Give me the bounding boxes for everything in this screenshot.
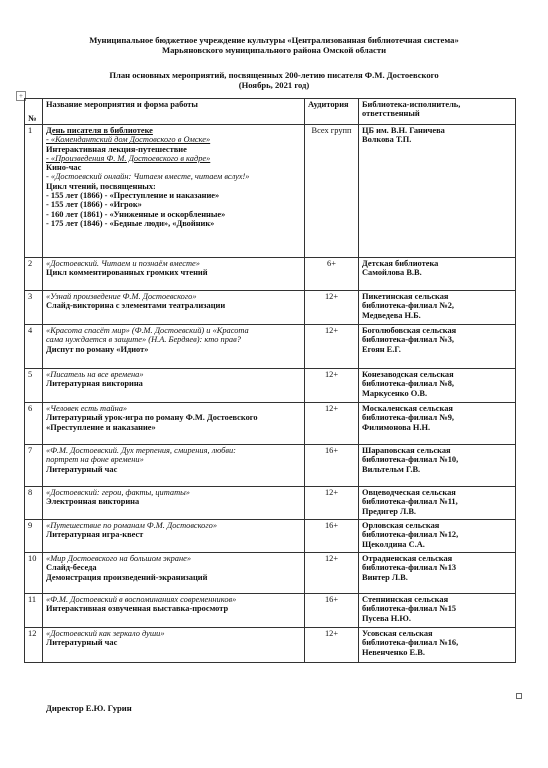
library-name: Шараповская сельская <box>362 446 451 455</box>
library-name: библиотека-филиал №2, <box>362 301 454 311</box>
event-format: - 175 лет (1846) - «Бедные люди», «Двойник» <box>46 218 215 228</box>
event-format: День писателя в библиотеке <box>46 126 153 135</box>
library-cell <box>359 125 516 258</box>
event-title: «Ф.М. Достоевский. Дух терпения, смирения, любви: <box>46 446 236 455</box>
event-format: Диспут по роману «Идиот» <box>46 344 149 354</box>
library-name: библиотека-филиал №11, <box>362 497 458 507</box>
event-title: «Узнай произведение Ф.М. Достоевского» <box>46 292 197 301</box>
library-name: библиотека-филиал №8, <box>362 379 454 389</box>
event-format: Слайд-беседа <box>46 563 97 573</box>
audience-cell: 16+ <box>305 445 359 487</box>
row-number: 12 <box>25 628 43 663</box>
library-name: библиотека-филиал №13 <box>362 563 457 573</box>
audience-cell: 16+ <box>305 520 359 553</box>
event-title: «Человек есть тайна» <box>46 404 128 413</box>
event-format: - 160 лет (1861) - «Униженные и оскорбленные» <box>46 209 226 219</box>
event-title: «Путешествие по романам Ф.М. Достовского» <box>46 521 218 530</box>
library-name: Орловская сельская <box>362 521 440 530</box>
event-title: «Мир Достоевского на большом экране» <box>46 554 192 563</box>
event-format: - 155 лет (1866) - «Преступление и наказание» <box>46 191 220 201</box>
row-number: 4 <box>25 325 43 369</box>
event-format: Электронная викторина <box>46 497 140 507</box>
row-number: 10 <box>25 553 43 594</box>
header-number: № <box>25 99 43 125</box>
event-title: сама нуждается в защите» (Н.А. Бердяев): кто прав? <box>46 335 241 345</box>
library-cell <box>359 445 516 487</box>
audience-cell: 12+ <box>305 628 359 663</box>
row-number: 1 <box>25 125 43 258</box>
audience-cell: 12+ <box>305 487 359 520</box>
audience-cell: 6+ <box>305 258 359 291</box>
event-format: Цикл комментированных громких чтений <box>46 268 208 278</box>
event-format: Кино-час <box>46 163 82 173</box>
library-name: Отрадненская сельская <box>362 554 453 563</box>
audience-cell: 12+ <box>305 369 359 403</box>
audience-cell: 12+ <box>305 291 359 325</box>
plan-title: План основных мероприятий, посвященных 200-летию писателя Ф.М. Достоевского <box>109 70 439 80</box>
event-title: портрет на фоне времени» <box>46 455 144 465</box>
table-row <box>25 403 516 445</box>
responsible-person: Егоян Е.Г. <box>362 344 401 354</box>
responsible-person: Медведева Н.Б. <box>362 310 421 320</box>
row-number: 11 <box>25 594 43 628</box>
responsible-person: Щеколдина С.А. <box>362 539 425 549</box>
responsible-person: Волкова Т.П. <box>362 135 412 145</box>
responsible-person: Винтер Л.В. <box>362 572 408 582</box>
event-cell <box>43 291 305 325</box>
audience-cell: 12+ <box>305 403 359 445</box>
library-name: библиотека-филиал №3, <box>362 335 454 345</box>
event-format: - 155 лет (1866) - «Игрок» <box>46 200 142 210</box>
library-name: Боголюбовская сельская <box>362 326 457 335</box>
responsible-person: Самойлова В.В. <box>362 268 422 278</box>
library-name: Пикетинская сельская <box>362 292 449 301</box>
library-cell <box>359 628 516 663</box>
library-name: библиотека-филиал №15 <box>362 604 457 614</box>
library-cell <box>359 403 516 445</box>
event-cell <box>43 553 305 594</box>
row-number: 5 <box>25 369 43 403</box>
library-cell <box>359 258 516 291</box>
event-format: Литературный час <box>46 464 118 474</box>
event-cell <box>43 258 305 291</box>
library-name: Конезаводская сельская <box>362 370 454 379</box>
row-number: 8 <box>25 487 43 520</box>
table-row <box>25 487 516 520</box>
library-name: Детская библиотека <box>362 259 439 268</box>
table-row <box>25 258 516 291</box>
event-format: Литературная игра-квест <box>46 530 144 540</box>
library-name: библиотека-филиал №10, <box>362 455 459 465</box>
org-region-line: Марьяновского муниципального района Омской области <box>161 45 387 55</box>
audience-cell: 16+ <box>305 594 359 628</box>
event-cell <box>43 445 305 487</box>
event-cell <box>43 520 305 553</box>
table-row <box>25 369 516 403</box>
table-row <box>25 553 516 594</box>
library-cell <box>359 520 516 553</box>
responsible-person: Предигер Л.В. <box>362 506 417 516</box>
responsible-person: Пусева Н.Ю. <box>362 613 411 623</box>
header-library: Библиотека-исполнитель, ответственный <box>359 99 516 125</box>
event-title: «Писатель на все времена» <box>46 370 144 379</box>
table-row <box>25 445 516 487</box>
event-title: «Достоевский: герои, факты, цитаты» <box>46 488 190 497</box>
row-number: 2 <box>25 258 43 291</box>
event-title: - «Комендантский дом Достовского в Омске» <box>46 135 211 145</box>
events-table <box>24 98 516 663</box>
event-title: «Ф.М. Достоевский в воспоминаниях современников» <box>46 595 237 604</box>
row-number: 6 <box>25 403 43 445</box>
library-cell <box>359 325 516 369</box>
event-cell <box>43 125 305 258</box>
row-number: 9 <box>25 520 43 553</box>
event-title: «Достоевский как зеркало души» <box>46 629 165 638</box>
library-cell <box>359 553 516 594</box>
event-cell <box>43 487 305 520</box>
library-name: Степнинская сельская <box>362 595 449 604</box>
library-cell <box>359 487 516 520</box>
event-format: Литературный урок-игра по роману Ф.М. Достоевского <box>46 413 258 423</box>
table-row <box>25 594 516 628</box>
library-name: Усовская сельская <box>362 629 433 638</box>
header-audience: Аудитория <box>305 99 359 125</box>
event-cell <box>43 369 305 403</box>
event-format: Цикл чтений, посвященных: <box>46 181 156 191</box>
library-name: библиотека-филиал №16, <box>362 638 459 648</box>
event-format: Интерактивная лекция-путешествие <box>46 144 187 154</box>
library-name: ЦБ им. В.Н. Ганичева <box>362 126 445 135</box>
table-resize-handle[interactable] <box>516 693 522 699</box>
event-format: Интерактивная озвученная выставка-просмотр <box>46 604 229 614</box>
table-header-row <box>25 99 516 125</box>
event-title: - «Достоевский онлайн: Читаем вместе, читаем вслух!» <box>46 172 250 182</box>
table-row <box>25 520 516 553</box>
director-signature: Директор Е.Ю. Гурин <box>46 703 132 713</box>
audience-cell: 12+ <box>305 325 359 369</box>
responsible-person: Маркусенко О.В. <box>362 388 428 398</box>
event-title: - «Произведения Ф. М. Достоевского в кадре» <box>46 153 211 163</box>
row-number: 3 <box>25 291 43 325</box>
event-cell <box>43 628 305 663</box>
library-name: библиотека-филиал №9, <box>362 413 454 423</box>
responsible-person: Невенченко Е.В. <box>362 647 425 657</box>
event-format: «Преступление и наказание» <box>46 422 156 432</box>
library-name: библиотека-филиал №12, <box>362 530 459 540</box>
header-event-name: Название мероприятия и форма работы <box>43 99 305 125</box>
library-name: Москаленская сельская <box>362 404 453 413</box>
event-cell <box>43 403 305 445</box>
org-name-line: Муниципальное бюджетное учреждение культуры «Централизованная библиотечная система» <box>89 35 459 45</box>
library-cell <box>359 291 516 325</box>
plan-period: (Ноябрь, 2021 год) <box>238 80 310 90</box>
event-format: Литературный час <box>46 638 118 648</box>
responsible-person: Филимонова Н.Н. <box>362 422 431 432</box>
event-format: Литературная викторина <box>46 379 143 389</box>
library-cell <box>359 594 516 628</box>
library-cell <box>359 369 516 403</box>
event-format: Слайд-викторина с элементами театрализации <box>46 301 226 311</box>
library-name: Овцеводческая сельская <box>362 488 456 497</box>
table-row <box>25 291 516 325</box>
table-row <box>25 628 516 663</box>
event-cell <box>43 325 305 369</box>
responsible-person: Вильтельм Г.В. <box>362 464 421 474</box>
table-move-handle-icon[interactable]: + <box>16 91 26 101</box>
event-title: «Достоевский. Читаем и познаём вместе» <box>46 259 200 268</box>
row-number: 7 <box>25 445 43 487</box>
event-cell <box>43 594 305 628</box>
audience-cell: 12+ <box>305 553 359 594</box>
table-row <box>25 125 516 258</box>
audience-cell: Всех групп <box>305 125 359 258</box>
event-format: Демонстрация произведений-экранизаций <box>46 572 208 582</box>
event-title: «Красота спасёт мир» (Ф.М. Достоевский) и «Красота <box>46 326 249 335</box>
table-row <box>25 325 516 369</box>
